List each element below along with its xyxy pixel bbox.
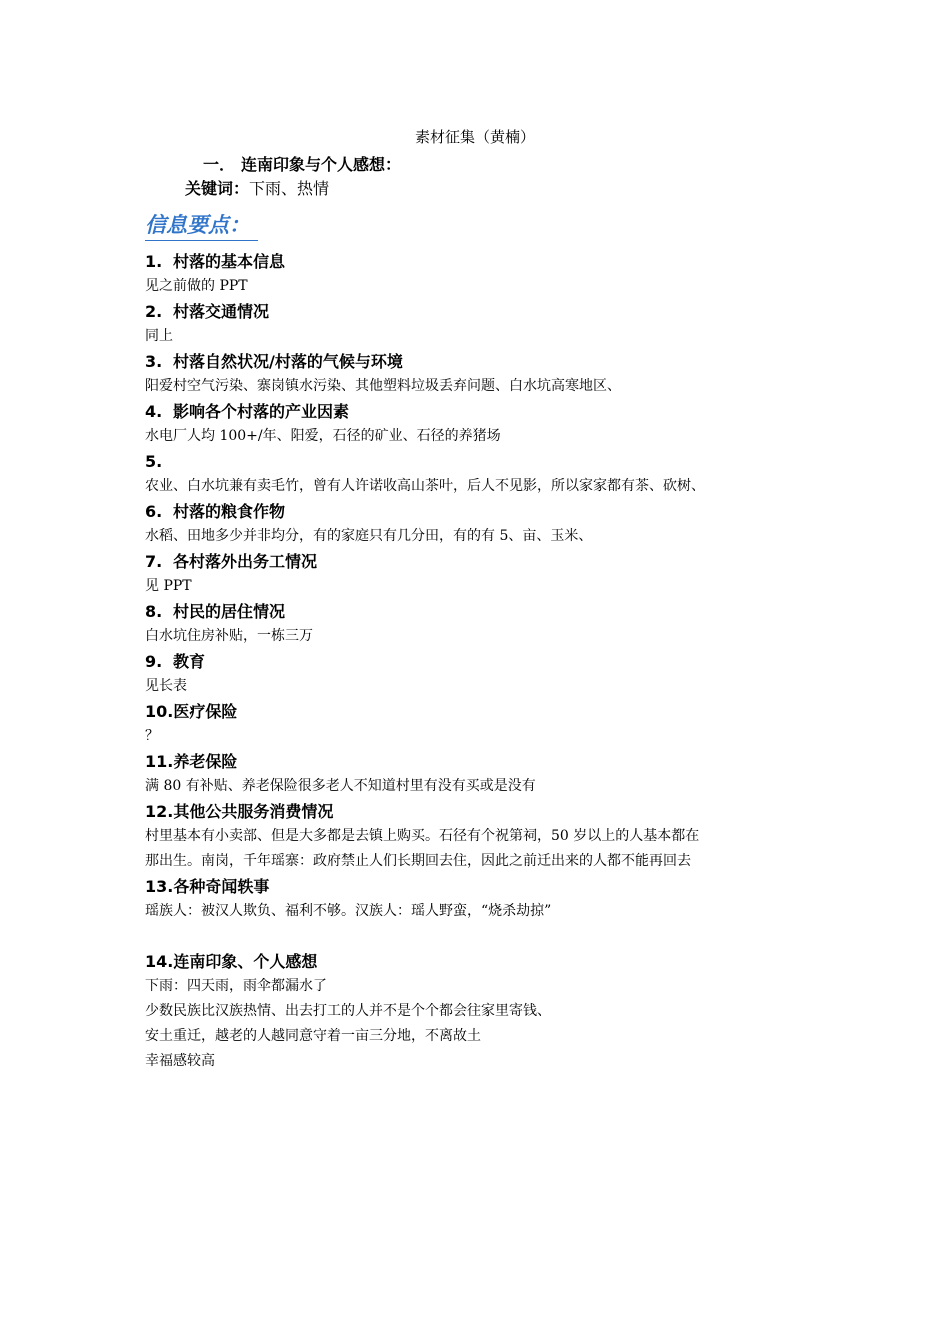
info-points-list [145,249,825,1074]
section-one-title: 连南印象与个人感想： [241,155,402,174]
item-number: 2. [145,302,163,321]
item-title-text: 各村落外出务工情况 [173,552,318,571]
item-title [145,399,825,424]
item-number: 3. [145,352,163,371]
item-title-text: 村落的粮食作物 [173,502,286,521]
item-title-text: 各种奇闻轶事 [173,877,270,896]
item-body: ？ [145,728,159,744]
item-title-text: 教育 [173,652,206,671]
item-title-text: 养老保险 [173,752,238,771]
section-one-number: 一． [203,155,236,174]
item-number: 10. [145,702,174,721]
item-number: 7. [145,552,163,571]
item-title [145,449,825,474]
item-title-text: 其他公共服务消费情况 [173,802,334,821]
item-body: 农业、白水坑兼有卖毛竹，曾有人许诺收高山茶叶，后人不见影，所以家家都有茶、砍树、 [145,478,705,494]
item-body: 见 PPT [145,578,192,594]
item-title [145,699,825,724]
item-body: 瑶族人：被汉人欺负、福利不够。汉族人：瑶人野蛮，“烧杀劫掠” [145,903,552,919]
item-number: 11. [145,752,174,771]
item-number: 8. [145,602,163,621]
keywords-value: 下雨、热情 [249,179,330,198]
item-number: 6. [145,502,163,521]
item-body: 阳爱村空气污染、寨岗镇水污染、其他塑料垃圾丢弃问题、白水坑高寒地区、 [145,378,621,394]
item-title-text: 医疗保险 [173,702,238,721]
item-title [145,499,825,524]
item-title [145,299,825,324]
item-body: 见长表 [145,678,187,694]
item-body: 村里基本有小卖部、但是大多都是去镇上购买。石径有个祝第祠，50 岁以上的人基本都在 [145,828,700,844]
item-title-text: 村落的基本信息 [173,252,286,271]
item-body: 水稻、田地多少并非均分，有的家庭只有几分田，有的有 5、亩、玉米、 [145,528,593,544]
item-title [145,874,825,899]
item-number: 1. [145,252,163,271]
item-title [145,349,825,374]
item-body: 满 80 有补贴、养老保险很多老人不知道村里有没有买或是没有 [145,778,536,794]
item-body: 同上 [145,328,173,344]
item-number: 5. [145,452,163,471]
item-body: 少数民族比汉族热情、出去打工的人并不是个个都会往家里寄钱、 [145,1003,551,1019]
blank-line [145,924,825,949]
item-title [145,799,825,824]
item-title [145,249,825,274]
item-title-text: 村落交通情况 [173,302,270,321]
item-body: 那出生。南岗，千年瑶寨：政府禁止人们长期回去住，因此之前迁出来的人都不能再回去 [145,853,691,869]
item-title-text: 影响各个村落的产业因素 [173,402,350,421]
document-title: 素材征集（黄楠） [414,128,535,146]
item-number: 14. [145,952,174,971]
item-title [145,649,825,674]
keywords-line [185,177,329,201]
item-title [145,549,825,574]
item-title [145,949,825,974]
item-title-text: 连南印象、个人感想 [173,952,318,971]
item-body: 安土重迁，越老的人越同意守着一亩三分地，不离故土 [145,1028,481,1044]
item-number: 9. [145,652,163,671]
item-number: 13. [145,877,174,896]
item-body: 白水坑住房补贴，一栋三万 [145,628,313,644]
keywords-label: 关键词： [185,179,250,198]
item-title [145,599,825,624]
item-body: 下雨：四天雨，雨伞都漏水了 [145,978,327,994]
item-title-text: 村民的居住情况 [173,602,286,621]
item-number: 4. [145,402,163,421]
item-number: 12. [145,802,174,821]
item-title-text: 村落自然状况/村落的气候与环境 [173,352,403,371]
item-body: 见之前做的 PPT [145,278,248,294]
section-one-heading [203,153,401,177]
item-title [145,749,825,774]
item-body: 水电厂人均 100+/年、阳爱，石径的矿业、石径的养猪场 [145,428,501,444]
info-points-heading: 信息要点： [145,210,258,241]
item-body: 幸福感较高 [145,1053,215,1069]
